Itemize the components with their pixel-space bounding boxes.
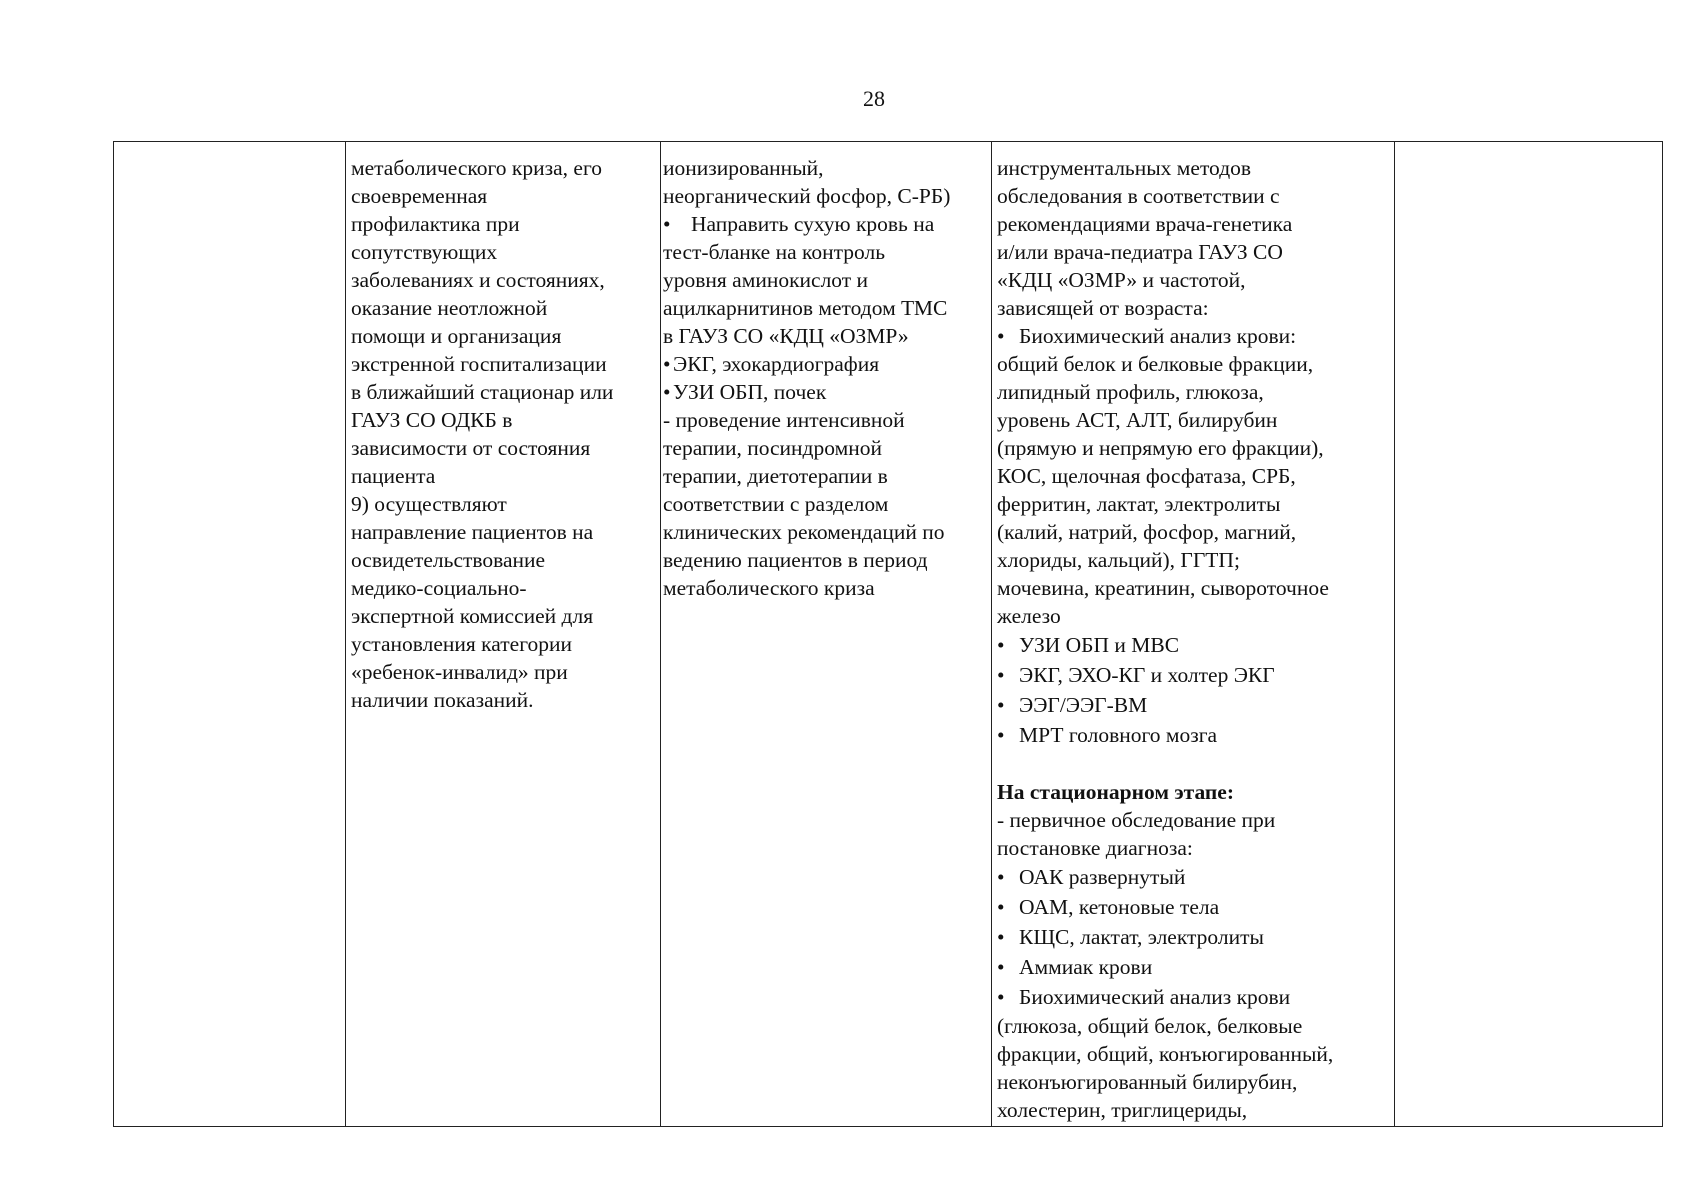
text-line: тест-бланке на контроль: [663, 240, 886, 264]
text-line: неконъюгированный билирубин,: [997, 1070, 1298, 1094]
bullet-icon: •: [997, 693, 1005, 717]
table-cell-diagnostics: [661, 142, 992, 1127]
text-line: общий белок и белковые фракции,: [997, 352, 1314, 376]
bullet-icon: •: [663, 380, 671, 404]
bullet-icon: •: [997, 324, 1005, 348]
text-line: оказание неотложной: [351, 296, 548, 320]
text-line: обследования в соответствии с: [997, 184, 1280, 208]
text-line: сопутствующих: [351, 240, 498, 264]
text-line: - проведение интенсивной: [663, 408, 905, 432]
bullet-icon: •: [663, 352, 671, 376]
examinations-text: [992, 142, 1394, 1124]
text-line: освидетельствование: [351, 548, 546, 572]
bullet-item-inpatient-biochem: • Биохимический анализ крови: [997, 982, 1388, 1012]
text-line: (калий, натрий, фосфор, магний,: [997, 520, 1297, 544]
diagnostics-text: [661, 142, 991, 602]
text-line: железо: [997, 604, 1061, 628]
table-row: [114, 142, 1663, 1127]
text-line: - первичное обследование при: [997, 808, 1276, 832]
text-line: метаболического криза: [663, 576, 875, 600]
text-line: «КДЦ «ОЗМР» и частотой,: [997, 268, 1246, 292]
bullet-icon: •: [997, 925, 1005, 949]
table-cell-measures: [346, 142, 661, 1127]
document-table: [113, 141, 1663, 1127]
text-line: ведению пациентов в период: [663, 548, 928, 572]
text-line: ионизированный,: [663, 156, 824, 180]
table-cell-empty-right: [1395, 142, 1663, 1127]
text-line: медико-социально-: [351, 576, 527, 600]
text-line: помощи и организация: [351, 324, 562, 348]
text-line: 9) осуществляют: [351, 492, 507, 516]
text-line: клинических рекомендаций по: [663, 520, 945, 544]
text-line: в ближайший стационар или: [351, 380, 614, 404]
text-line: метаболического криза, его: [351, 156, 602, 180]
page-number: 28: [863, 86, 885, 111]
text-line: постановке диагноза:: [997, 836, 1193, 860]
text-line: экстренной госпитализации: [351, 352, 607, 376]
text-line: КОС, щелочная фосфатаза, СРБ,: [997, 464, 1296, 488]
text-line: экспертной комиссией для: [351, 604, 594, 628]
bullet-icon: •: [997, 865, 1005, 889]
text-line: уровень АСТ, АЛТ, билирубин: [997, 408, 1278, 432]
bullet-item-biochem: • Биохимический анализ крови:: [997, 324, 1297, 348]
bullet-item: • Аммиак крови: [997, 952, 1388, 982]
bullet-icon: •: [997, 895, 1005, 919]
text-line: рекомендациями врача-генетика: [997, 212, 1293, 236]
text-line: липидный профиль, глюкоза,: [997, 380, 1264, 404]
text-line: неорганический фосфор, С-РБ): [663, 184, 951, 208]
bullet-icon: •: [997, 723, 1005, 747]
text-line: профилактика при: [351, 212, 520, 236]
bullet-item: • ЭЭГ/ЭЭГ-ВМ: [997, 690, 1388, 720]
text-line: заболеваниях и состояниях,: [351, 268, 605, 292]
bullet-item-dry-blood: • Направить сухую кровь на: [663, 212, 935, 236]
text-line: своевременная: [351, 184, 488, 208]
bullet-icon: •: [997, 663, 1005, 687]
text-line: (глюкоза, общий белок, белковые: [997, 1014, 1303, 1038]
bullet-item: • ОАМ, кетоновые тела: [997, 892, 1388, 922]
text-line: «ребенок-инвалид» при: [351, 660, 568, 684]
text-line: холестерин, триглицериды,: [997, 1098, 1248, 1122]
text-line: направление пациентов на: [351, 520, 594, 544]
text-line: наличии показаний.: [351, 688, 534, 712]
text-line: зависящей от возраста:: [997, 296, 1209, 320]
table-cell-examinations: [992, 142, 1395, 1127]
inpatient-heading: На стационарном этапе:: [997, 780, 1235, 804]
text-line: хлориды, кальций), ГГТП;: [997, 548, 1240, 572]
text-line: (прямую и непрямую его фракции),: [997, 436, 1324, 460]
spacer: [997, 750, 1388, 778]
bullet-item-ultrasound: • УЗИ ОБП, почек: [663, 380, 827, 404]
table-cell-empty-left: [114, 142, 346, 1127]
text-line: мочевина, креатинин, сывороточное: [997, 576, 1329, 600]
text-line: ацилкарнитинов методом ТМС: [663, 296, 948, 320]
text-line: уровня аминокислот и: [663, 268, 869, 292]
bullet-item: • ЭКГ, ЭХО-КГ и холтер ЭКГ: [997, 660, 1388, 690]
text-line: и/или врача-педиатра ГАУЗ СО: [997, 240, 1283, 264]
bullet-icon: •: [663, 212, 671, 236]
text-line: установления категории: [351, 632, 573, 656]
bullet-icon: •: [997, 633, 1005, 657]
text-line: соответствии с разделом: [663, 492, 889, 516]
text-line: инструментальных методов: [997, 156, 1252, 180]
text-line: пациента: [351, 464, 436, 488]
bullet-item: • КЩС, лактат, электролиты: [997, 922, 1388, 952]
text-line: терапии, посиндромной: [663, 436, 882, 460]
bullet-item: • МРТ головного мозга: [997, 720, 1388, 750]
text-line: ферритин, лактат, электролиты: [997, 492, 1281, 516]
bullet-icon: •: [997, 985, 1005, 1009]
bullet-item: • ОАК развернутый: [997, 862, 1388, 892]
text-line: зависимости от состояния: [351, 436, 591, 460]
text-line: ГАУЗ СО ОДКБ в: [351, 408, 513, 432]
bullet-icon: •: [997, 955, 1005, 979]
bullet-item-ecg: • ЭКГ, эхокардиография: [663, 352, 880, 376]
measures-text: [346, 142, 660, 714]
bullet-item: • УЗИ ОБП и МВС: [997, 630, 1388, 660]
text-line: в ГАУЗ СО «КДЦ «ОЗМР»: [663, 324, 909, 348]
text-line: фракции, общий, конъюгированный,: [997, 1042, 1334, 1066]
text-line: терапии, диетотерапии в: [663, 464, 888, 488]
